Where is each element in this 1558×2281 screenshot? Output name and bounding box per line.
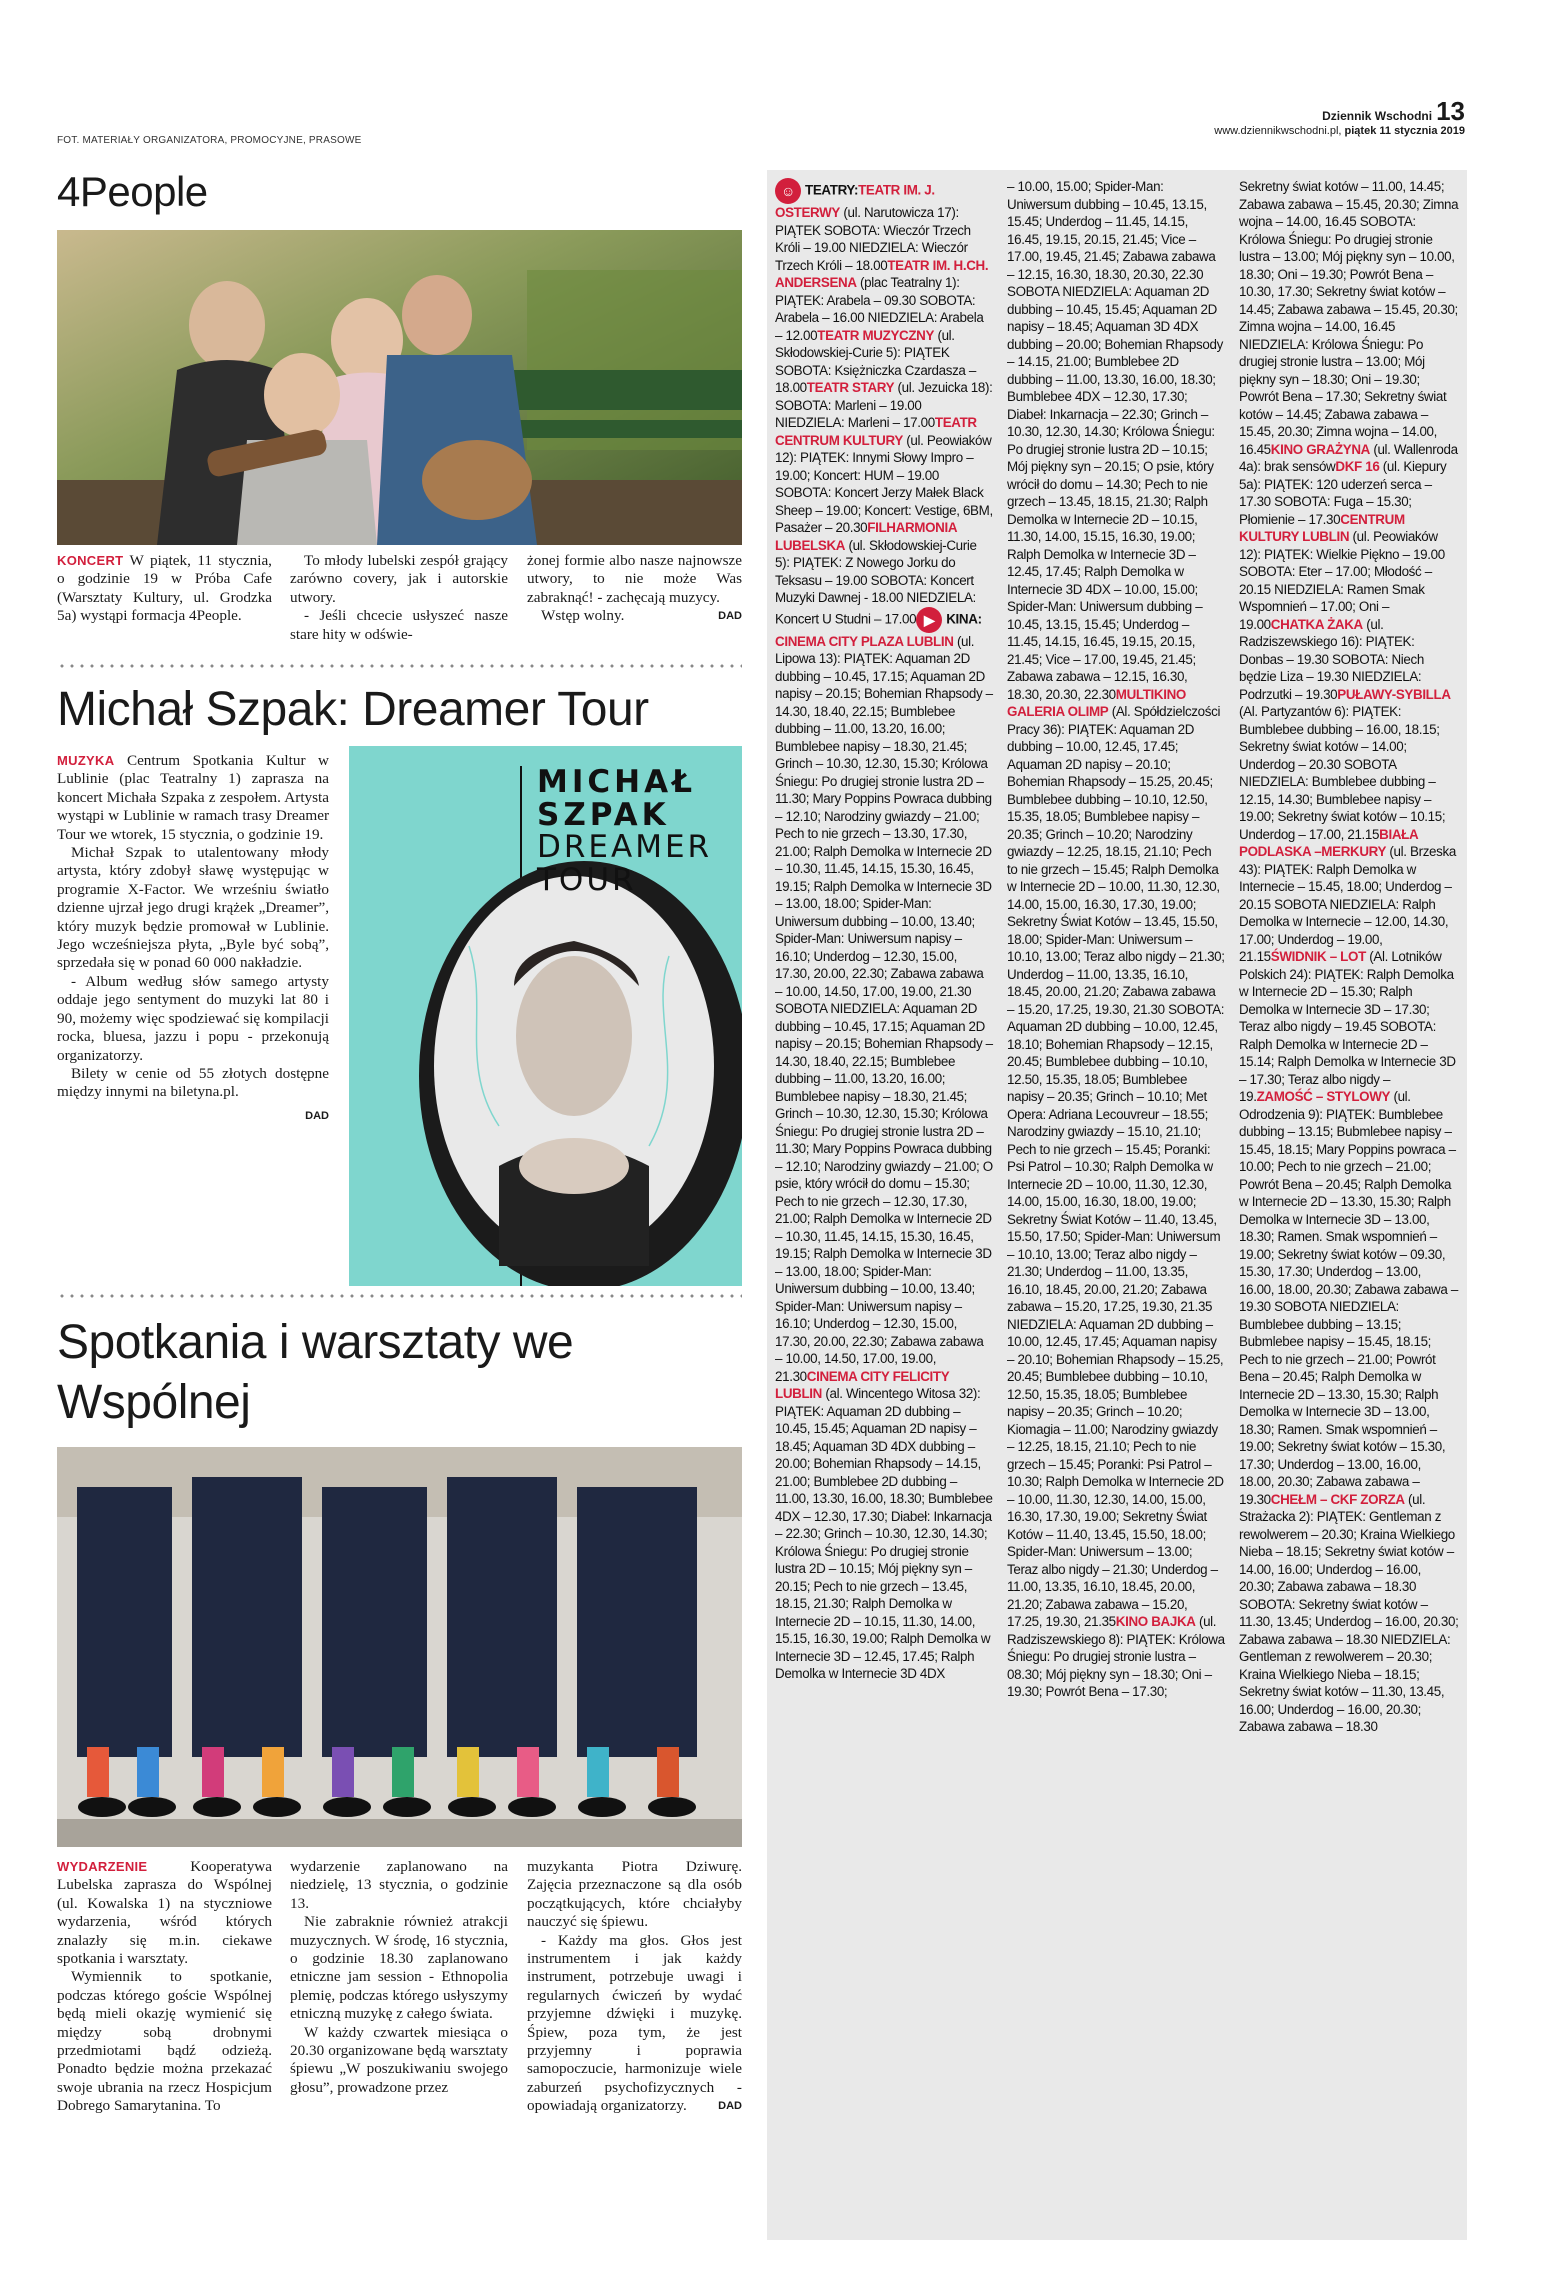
article3-col2	[290, 1858, 508, 2097]
listings-col-1	[775, 178, 993, 1683]
kicker-koncert: KONCERT	[57, 553, 124, 568]
article1-text3b: Wstęp wolny.	[541, 607, 625, 625]
article3-col3	[527, 1858, 742, 2116]
venue-name: TEATR MUZYCZNY	[817, 327, 935, 343]
kicker-wydarzenie: WYDARZENIE	[57, 1859, 148, 1874]
listing-category-label: TEATRY:	[805, 182, 859, 198]
venue-name: CENTRUM KULTURY LUBLIN	[1239, 511, 1405, 544]
venue-schedule: (ul. Strażacka 2): PIĄTEK: Gentleman z rewolwerem – 20.30; Kraina Wielkiego Nieba – 18.15; Sekretny świat kotów – 14.00, 16.00; Underdog – 16.00, 20.30; Zabawa zabawa – 18.30 SOBOTA: Sekretny świat kotów – 11.30, 13.45; Underdog – 16.00, 20.30; Zabawa zabawa – 18.30 NIEDZIELA: Gentleman z rewolwerem – 20.30; Kraina Wielkiego Nieba – 18.15; Sekretny świat kotów – 11.30, 13.45, 16.00; Underdog – 16.00, 20.30; Zabawa zabawa – 18.30	[1239, 1491, 1459, 1734]
venue-name: CINEMA CITY PLAZA LUBLIN	[775, 633, 954, 649]
article1-col2	[290, 552, 508, 644]
brand-name: Dziennik Wschodni	[1322, 109, 1433, 123]
venue-name: KINO GRAŻYNA	[1270, 441, 1370, 457]
listing-category-label: KINA:	[946, 611, 982, 627]
venue-schedule: (ul. Wallenroda 4a): brak sensów	[1239, 441, 1458, 474]
venue-name: PUŁAWY-SYBILLA	[1337, 686, 1451, 702]
venue-name: TEATR STARY	[806, 380, 895, 395]
venue-schedule: (Al. Lotników Polskich 24): PIĄTEK: Ralph Demolka w Internecie 2D – 15.30; Ralph Demolka w Internecie 3D – 17.30; Teraz albo nigdy – 19.45 SOBOTA: Ralph Demolka w Internecie 2D – 15.14; Ralph Demolka w Internecie 3D – 17.30; Teraz albo nigdy – 19.	[1239, 949, 1456, 1104]
article1-text1: W piątek, 11 stycznia, o godzinie 19 w Próba Cafe (Warsztaty Kultury, ul. Grodzka 5a) wystąpi formacja 4People.	[57, 552, 272, 625]
poster-line-4: TOUR	[537, 861, 637, 898]
title-line-2: Wspólnej	[57, 1376, 251, 1429]
venue-name: ŚWIDNIK – LOT	[1270, 949, 1366, 964]
venue-schedule: (ul. Odrodzenia 9): PIĄTEK: Bumblebee dubbing – 13.15; Bubmlebee napisy – 15.45, 18.15; Mary Poppins powraca – 10.00; Pech to nie grzech – 21.00; Powrót Bena – 20.45; Ralph Demolka w Internecie 2D – 13.30, 15.30; Ralph Demolka w Internecie 3D – 13.00, 18.30; Ramen. Smak wspomnień – 19.00; Sekretny świat kotów – 09.30, 15.30, 17.30; Underdog – 13.00, 16.00, 18.00, 20.30; Zabawa zabawa – 19.30 SOBOTA NIEDZIELA: Bumblebee dubbing – 13.15; Bubmlebee napisy – 15.45, 18.15; Pech to nie grzech – 21.00; Powrót Bena – 20.45; Ralph Demolka w Internecie 2D – 13.30, 15.30; Ralph Demolka w Internecie 3D – 13.00, 18.30; Ramen. Smak wspomnień – 19.00; Sekretny świat kotów – 15.30, 17.30; Underdog – 13.00, 16.00, 18.00, 20.30; Zabawa zabawa – 19.30	[1239, 1089, 1458, 1507]
article3-text2a: wydarzenie zaplanowano na niedzielę, 13 stycznia, o godzinie 13.	[290, 1858, 508, 1912]
theatre-masks-icon: ☺	[775, 178, 801, 204]
kicker-muzyka: MUZYKA	[57, 753, 115, 768]
section-divider	[57, 1294, 742, 1298]
poster-line-2: SZPAK	[537, 796, 670, 833]
article3-text1b: Wymiennik to spotkanie, podczas którego goście Wspólnej będą mieli okazję wymienić się między sobą drobnymi przedmiotami bądź odzieżą. Ponadto będzie można przekazać swoje ubrania na rzecz Hospicjum Dobrego Samarytanina. To	[57, 1968, 272, 2115]
listings-panel	[767, 170, 1467, 2240]
article2-p1: Centrum Spotkania Kultur w Lublinie (plac Teatralny 1) zaprasza na koncert Michała Szpaka z zespołem. Artysta wystąpi w Lublinie w ramach trasy Dreamer Tour we wtorek, 15 stycznia, o godzinie 19.	[57, 752, 330, 843]
poster-title	[537, 766, 712, 896]
signature: DAD	[718, 2100, 742, 2113]
venue-schedule: (ul. Jezuicka 18): SOBOTA: Marleni – 19.00 NIEDZIELA: Marleni – 17.00	[775, 380, 993, 430]
listings-col-3	[1239, 178, 1459, 1736]
venue-schedule: (ul. Peowiaków 12): PIĄTEK: Wielkie Piękno – 19.00 SOBOTA: Eter – 17.00; Młodość – 20.15 NIEDZIELA: Ramen Smak Wspomnień – 17.00; Oni – 19.00	[1239, 529, 1445, 632]
venue-name: TEATR IM. J. OSTERWY	[775, 182, 935, 220]
article1-text2b: - Jeśli chcecie usłyszeć nasze stare hity w odświe-	[290, 607, 508, 643]
article1-col1	[57, 552, 272, 626]
article2-p2: Michał Szpak to utalentowany młody artysta, który zdobył sławę występując w programie X-Factor. We wrześniu światło dzienne ujrzał jego drugi krążek „Dreamer”, który muzyk będzie promował w Lublinie. Jego wcześniejsza płyta, „Byle być sobą”, sprzedała się w ponad 60 000 nakładzie.	[57, 844, 329, 972]
site-url[interactable]: www.dziennikwschodni.pl	[1214, 125, 1339, 137]
venue-schedule: (plac Teatralny 1): PIĄTEK: Arabela – 09.30 SOBOTA: Arabela – 16.00 NIEDZIELA: Arabela – 12.00	[775, 275, 984, 343]
issue-date: piątek 11 stycznia 2019	[1344, 125, 1465, 137]
article1-text2a: To młody lubelski zespół grający zarówno covery, jak i autorskie utwory.	[290, 552, 508, 606]
film-camera-icon: ▶	[916, 607, 942, 633]
band-photo-image	[57, 230, 742, 545]
venue-name: CINEMA CITY FELICITY LUBLIN	[775, 1368, 950, 1401]
masthead: Dziennik Wschodni 13 www.dziennikwschodni.pl, piątek 11 stycznia 2019	[1214, 96, 1465, 137]
article1-col3	[527, 552, 742, 626]
article-title-4people: 4People	[57, 168, 208, 215]
venue-schedule: (al. Wincentego Witosa 32): PIĄTEK: Aquaman 2D dubbing – 10.45, 15.45; Aquaman 2D napisy – 18.45; Aquaman 3D 4DX dubbing – 20.00; Bohemian Rhapsody – 14.15, 21.00; Bumblebee 2D dubbing – 11.00, 13.30, 16.00, 18.30; Bumblebee 4DX – 12.30, 17.30; Diabeł: Inkarnacja – 22.30; Grinch – 10.30, 12.30, 14.30; Królowa Śniegu: Po drugiej stronie lustra 2D – 10.15; Mój piękny syn – 20.15; Pech to nie grzech – 13.45, 18.15, 21.30; Ralph Demolka w Internecie 2D – 10.15, 11.30, 14.00, 15.15, 16.30, 19.00; Ralph Demolka w Internecie 3D – 12.45, 17.45; Ralph Demolka w Internecie 3D 4DX	[775, 1386, 993, 1681]
photo-credit: FOT. MATERIAŁY ORGANIZATORA, PROMOCYJNE, PRASOWE	[57, 135, 362, 146]
venue-name: CHEŁM – CKF ZORZA	[1270, 1491, 1405, 1507]
listings-col-2	[1007, 178, 1225, 1701]
venue-name: BIAŁA PODLASKA –MERKURY	[1239, 826, 1418, 859]
band-photo	[57, 230, 742, 545]
venue-schedule: Sekretny świat kotów – 11.00, 14.45; Zabawa zabawa – 15.45, 20.30; Zimna wojna – 14.00, 16.45 SOBOTA: Królowa Śniegu: Po drugiej stronie lustra – 13.00; Mój piękny syn – 10.00, 18.30; Oni – 19.30; Powrót Bena – 10.30, 17.30; Sekretny świat kotów – 14.45; Zabawa zabawa – 15.45, 20.30; Zimna wojna – 14.00, 16.45 NIEDZIELA: Królowa Śniegu: Po drugiej stronie lustra – 13.00; Mój piękny syn – 18.30; Oni – 19.30; Powrót Bena – 17.30; Sekretny świat kotów – 14.45; Zabawa zabawa – 15.45, 20.30; Zimna wojna – 14.00, 16.45	[1239, 179, 1459, 457]
article2-text	[57, 752, 329, 1125]
article-title-wspolna	[57, 1313, 573, 1433]
article1-text3a: żonej formie albo nasze najnowsze utwory, to nie może Was zabraknąć! - zachęcają muzycy.	[527, 552, 742, 606]
socks-photo	[57, 1447, 742, 1847]
article3-text3b: - Każdy ma głos. Głos jest instrumentem i jak każdy instrument, potrzebuje uwagi i regularnych ćwiczeń by wydać przyjemne dźwięki i muzykę. Śpiew, poza tym, że jest przyjemny i poprawia samopoczucie, harmonizuje wiele zaburzeń psychofizycznych - opowiadają organizatorzy.	[527, 1931, 742, 2115]
section-divider	[57, 664, 742, 668]
venue-schedule: (ul. Radziszewskiego 8): PIĄTEK: Królowa Śniegu: Po drugiej stronie lustra – 08.30; Mój piękny syn – 18.30; Oni – 19.30; Powrót Bena – 17.30;	[1007, 1614, 1225, 1699]
poster-line-3: DREAMER	[537, 829, 713, 866]
venue-name: MULTIKINO GALERIA OLIMP	[1007, 686, 1187, 719]
venue-schedule: (Al. Partyzantów 6): PIĄTEK: Bumblebee dubbing – 16.00, 18.15; Sekretny świat kotów – 14.00; Underdog – 20.30 SOBOTA NIEDZIELA: Bumblebee dubbing – 12.15, 14.30; Bumblebee napisy – 19.00; Sekretny świat kotów – 10.15; Underdog – 17.00, 21.15	[1239, 704, 1446, 842]
venue-schedule: (ul. Radziszewskiego 16): PIĄTEK: Donbas – 19.30 SOBOTA: Niech będzie Liza – 19.30 NIEDZIELA: Podrzutki – 19.30	[1239, 616, 1424, 702]
article3-col1	[57, 1858, 272, 2116]
page-number: 13	[1436, 96, 1465, 126]
title-line-1: Spotkania i warsztaty we	[57, 1316, 574, 1369]
venue-schedule: (Al. Spółdzielczości Pracy 36): PIĄTEK: Aquaman 2D dubbing – 10.00, 12.45, 17.45; Aquaman 2D napisy – 20.10; Bohemian Rhapsody – 15.25, 20.45; Bumblebee dubbing – 10.10, 12.50, 15.35, 18.05; Bumblebee napisy – 20.35; Grinch – 10.20; Narodziny gwiazdy – 12.25, 18.15, 21.10; Pech to nie grzech – 15.45; Ralph Demolka w Internecie 2D – 10.00, 11.30, 12.30, 14.00, 15.00, 16.30, 17.30, 19.00; Sekretny Świat Kotów – 13.45, 15.50, 18.00; Spider-Man: Uniwersum – 10.10, 13.00; Teraz albo nigdy – 21.30; Underdog – 11.00, 13.35, 16.10, 18.45, 20.00, 21.20; Zabawa zabawa – 15.20, 17.25, 19.30, 21.30 SOBOTA: Aquaman 2D dubbing – 10.00, 12.45, 18.10; Bohemian Rhapsody – 12.15, 20.45; Bumblebee dubbing – 10.10, 12.50, 15.35, 18.05; Bumblebee napisy – 20.35; Grinch – 10.10; Met Opera: Adriana Lecouvreur – 18.55; Narodziny gwiazdy – 15.10, 21.10; Pech to nie grzech – 15.45; Poranki: Psi Patrol – 10.30; Ralph Demolka w Internecie 2D – 10.00, 11.30, 12.30, 14.00, 15.00, 16.30, 18.00, 19.00; Sekretny Świat Kotów – 11.40, 13.45, 15.50, 17.50; Spider-Man: Uniwersum – 10.10, 13.00; Teraz albo nigdy – 21.30; Underdog – 11.00, 13.35, 16.10, 18.45, 20.00, 21.20; Zabawa zabawa – 15.20, 17.25, 19.30, 21.35 NIEDZIELA: Aquaman 2D dubbing – 10.00, 12.45, 17.45; Aquaman napisy – 20.10; Bohemian Rhapsody – 15.25, 20.45; Bumblebee dubbing – 10.10, 12.50, 15.35, 18.05; Bumblebee napisy – 20.35; Grinch – 10.20; Kiomagia – 11.00; Narodziny gwiazdy – 12.25, 18.15, 21.10; Pech to nie grzech – 15.45; Poranki: Psi Patrol – 10.30; Ralph Demolka w Internecie 2D – 10.00, 11.30, 12.30, 14.00, 15.00, 16.30, 17.30, 19.00; Sekretny Świat Kotów – 11.40, 13.45, 15.50, 18.00; Spider-Man: Uniwersum – 13.00; Teraz albo nigdy – 21.30; Underdog – 11.00, 13.35, 16.10, 18.45, 20.00, 21.20; Zabawa zabawa – 15.20, 17.25, 19.30, 21.35	[1007, 704, 1225, 1629]
signature: DAD	[718, 610, 742, 623]
venue-name: TEATR CENTRUM KULTURY	[775, 415, 977, 448]
venue-name: FILHARMONIA LUBELSKA	[775, 520, 957, 553]
venue-name: DKF 16	[1335, 459, 1380, 474]
venue-schedule: (ul. Narutowicza 17): PIĄTEK SOBOTA: Wieczór Trzech Króli – 19.00 NIEDZIELA: Wieczór Trzech Króli – 18.00	[775, 205, 971, 273]
article3-text2c: W każdy czwartek miesiąca o 20.30 organizowane będą warsztaty śpiewu „W poszukiwaniu swojego głosu”, prowadzone przez	[290, 2023, 508, 2096]
venue-schedule: (ul. Peowiaków 12): PIĄTEK: Innymi Słowy Impro – 19.00; Koncert: HUM – 19.00 SOBOTA: Koncert Jerzy Małek Black Sheep – 19.00; Koncert: Vestige, 6BM, Pasażer – 20.30	[775, 432, 993, 535]
venue-name: ZAMOŚĆ – STYLOWY	[1256, 1089, 1391, 1104]
article-title-szpak: Michał Szpak: Dreamer Tour	[57, 683, 649, 736]
venue-schedule: (ul. Brzeska 43): PIĄTEK: Ralph Demolka w Internecie – 15.45, 18.00; Underdog – 20.15 SOBOTA NIEDZIELA: Ralph Demolka w Internecie – 12.00, 14.30, 17.00; Underdog – 19.00, 21.15	[1239, 844, 1456, 964]
article3-text3a: muzykanta Piotra Dziwurę. Zajęcia przeznaczone są dla osób początkujących, które chciałyby nauczyć się śpiewu.	[527, 1858, 742, 1931]
venue-schedule: (ul. Skłodowskiej-Curie 5): PIĄTEK: Z Nowego Jorku do Teksasu – 19.00 SOBOTA: Koncert Muzyki Dawnej - 18.00 NIEDZIELA: Koncert U Studni – 17.00	[775, 537, 977, 627]
venue-schedule: (ul. Skłodowskiej-Curie 5): PIĄTEK SOBOTA: Księżniczka Czardasza – 18.00	[775, 327, 976, 395]
article3-text1a: Kooperatywa Lubelska zaprasza do Wspólnej (ul. Kowalska 1) na styczniowe wydarzenia, wśród których znalazły się m.in. ciekawe spotkania i warsztaty.	[57, 1858, 272, 1968]
venue-schedule: (ul. Lipowa 13): PIĄTEK: Aquaman 2D dubbing – 10.45, 17.15; Aquaman 2D napisy – 20.15; Bohemian Rhapsody – 14.30, 18.40, 22.15; Bumblebee dubbing – 11.00, 13.20, 16.00; Bumblebee napisy – 18.30, 21.45; Grinch – 10.30, 12.30, 15.30; Królowa Śniegu: Po drugiej stronie lustra 2D – 11.30; Mary Poppins Powraca dubbing – 12.10; Narodziny gwiazdy – 21.00; Pech to nie grzech – 13.30, 17.30, 21.00; Ralph Demolka w Internecie 2D – 10.30, 11.45, 14.15, 15.30, 16.45, 19.15; Ralph Demolka w Internecie 3D – 13.00, 18.00; Spider-Man: Uniwersum dubbing – 10.00, 13.40; Spider-Man: Uniwersum napisy – 16.10; Underdog – 12.30, 15.00, 17.30, 20.00, 22.30; Zabawa zabawa – 10.00, 14.50, 17.00, 19.00, 21.30 SOBOTA NIEDZIELA: Aquaman 2D dubbing – 10.45, 17.15; Aquaman 2D napisy – 20.15; Bohemian Rhapsody – 14.30, 18.40, 22.15; Bumblebee dubbing – 11.00, 13.20, 16.00; Bumblebee napisy – 18.30, 21.45; Grinch – 10.30, 12.30, 15.30; Królowa Śniegu: Po drugiej stronie lustra 2D – 11.30; Mary Poppins Powraca dubbing – 12.10; Narodziny gwiazdy – 21.00; O psie, który wrócił do domu – 15.30; Pech to nie grzech – 12.30, 17.30, 21.00; Ralph Demolka w Internecie 2D – 10.30, 11.45, 14.15, 15.30, 16.45, 19.15; Ralph Demolka w Internecie 3D – 13.00, 18.00; Spider-Man: Uniwersum dubbing – 10.00, 13.40; Spider-Man: Uniwersum napisy – 16.10; Underdog – 12.30, 15.00, 17.30, 20.00, 22.30; Zabawa zabawa – 10.00, 14.50, 17.00, 19.00, 21.30	[775, 633, 993, 1384]
venue-schedule: – 10.00, 15.00; Spider-Man: Uniwersum dubbing – 10.45, 13.15, 15.45; Underdog – 11.45, 14.15, 16.45, 19.15, 20.15, 21.45; Vice – 17.00, 19.45, 21.45; Zabawa zabawa – 12.15, 16.30, 18.30, 20.30, 22.30 SOBOTA NIEDZIELA: Aquaman 2D dubbing – 10.45, 15.45; Aquaman 2D napisy – 18.45; Aquaman 3D 4DX dubbing – 20.00; Bohemian Rhapsody – 14.15, 21.00; Bumblebee 2D dubbing – 11.00, 13.30, 16.00, 18.30; Bumblebee 4DX – 12.30, 17.30; Diabeł: Inkarnacja – 22.30; Grinch – 10.30, 12.30, 14.30; Królowa Śniegu: Po drugiej stronie lustra 2D – 10.15; Mój piękny syn – 20.15; O psie, który wrócił do domu – 14.30; Pech to nie grzech – 13.45, 18.15, 21.30; Ralph Demolka w Internecie 2D – 10.15, 11.30, 14.00, 15.15, 16.30, 19.00; Ralph Demolka w Internecie 3D – 12.45, 17.45; Ralph Demolka w Internecie 3D 4DX – 10.00, 15.00; Spider-Man: Uniwersum dubbing – 10.45, 13.15, 15.45; Underdog – 11.45, 14.15, 16.45, 19.15, 20.15, 21.45; Vice – 17.00, 19.45, 21.45; Zabawa zabawa – 12.15, 16.30, 18.30, 20.30, 22.30	[1007, 179, 1223, 702]
szpak-poster	[349, 746, 742, 1286]
venue-schedule: (ul. Kiepury 5a): PIĄTEK: 120 uderzeń serca – 17.30 SOBOTA: Fuga – 15.30; Płomienie – 17.30	[1239, 459, 1447, 527]
article2-p4: Bilety w cenie od 55 złotych dostępne między innymi na biletyna.pl.	[57, 1064, 329, 1101]
article2-p3: - Album według słów samego artysty oddaje jego sentyment do muzyki lat 80 i 90, możemy więc spodziewać się kompilacji rocka, bluesa, jazzu i popu - przekonują organizatorzy.	[57, 972, 329, 1064]
listing-category	[775, 178, 858, 204]
socks-photo-image	[57, 1447, 742, 1847]
poster-line-1: MICHAŁ	[537, 764, 696, 800]
article3-text2b: Nie zabraknie również atrakcji muzycznych. W środę, 16 stycznia, o godzinie 18.30 zaplanowano etniczne jam session - Ethnopolia plemię, podczas którego usłyszymy etniczną muzykę z całego świata.	[290, 1913, 508, 2023]
signature: DAD	[305, 1109, 329, 1122]
venue-name: TEATR IM. H.CH. ANDERSENA	[775, 257, 989, 290]
venue-name: KINO BAJKA	[1115, 1614, 1196, 1629]
venue-name: CHATKA ŻAKA	[1270, 616, 1363, 632]
listing-category	[916, 607, 981, 633]
